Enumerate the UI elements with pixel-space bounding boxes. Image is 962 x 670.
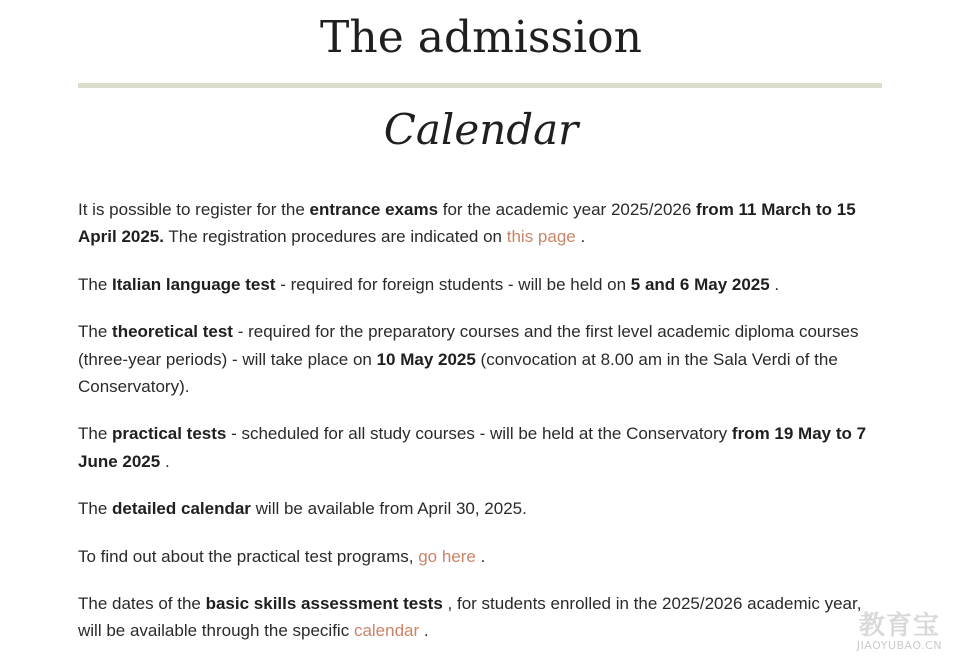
watermark-sub: JIAOYUBAO.CN xyxy=(856,639,942,652)
text: . xyxy=(160,451,170,471)
text: . xyxy=(419,621,429,641)
watermark-main: 教育宝 xyxy=(858,611,940,641)
bold-text: basic skills assessment tests xyxy=(205,594,443,614)
section-title: Calendar xyxy=(383,105,579,154)
paragraph-test-programs xyxy=(78,543,884,570)
text: - required for the preparatory courses and the first level academic diploma courses (three-year periods) - will take place on xyxy=(78,322,859,369)
text: - required for foreign students - will be held on xyxy=(275,274,631,294)
text: will be available from April 30, 2025. xyxy=(250,499,527,519)
bold-text: Italian language test xyxy=(112,274,276,294)
watermark-logo xyxy=(857,612,942,652)
text: The dates of the xyxy=(78,594,206,614)
text: . xyxy=(575,227,586,247)
text: The xyxy=(78,424,113,444)
this-page-link[interactable]: this page xyxy=(506,227,576,247)
bold-text: theoretical test xyxy=(112,322,233,342)
text: To find out about the practical test programs, xyxy=(78,546,419,566)
bold-text: practical tests xyxy=(112,424,227,444)
bold-text: from 11 March to 15 April 2025. xyxy=(78,200,856,247)
paragraph-theoretical-test xyxy=(78,318,884,400)
calendar-link[interactable]: calendar xyxy=(353,621,420,641)
bold-text: from 19 May to 7 June 2025 xyxy=(78,424,867,471)
text: The xyxy=(78,274,113,294)
bold-text: entrance exams xyxy=(309,200,439,219)
paragraph-detailed-calendar xyxy=(78,495,884,522)
text: The xyxy=(78,322,113,342)
text: The xyxy=(78,499,113,519)
paragraph-registration xyxy=(78,196,884,251)
text: . xyxy=(769,274,780,294)
paragraph-italian-test xyxy=(78,271,884,298)
text: . xyxy=(475,546,486,566)
paragraph-basic-skills xyxy=(78,590,884,645)
text: - scheduled for all study courses - will be held at the Conservatory xyxy=(226,424,732,444)
text: , for students enrolled in the 2025/2026 academic year, will be available through the specific xyxy=(78,594,862,641)
paragraph-practical-tests xyxy=(78,420,884,475)
bold-text: 10 May 2025 xyxy=(376,349,476,369)
text: The registration procedures are indicated on xyxy=(164,227,507,247)
text: for the academic year 2025/2026 xyxy=(438,200,697,219)
text: (convocation at 8.00 am in the Sala Verdi of the Conservatory). xyxy=(78,349,838,397)
admission-content xyxy=(78,196,884,665)
title-divider xyxy=(78,83,882,88)
bold-text: 5 and 6 May 2025 xyxy=(630,274,770,294)
go-here-link[interactable]: go here xyxy=(418,546,476,566)
page-title: The admission xyxy=(320,12,642,63)
text: It is possible to register for the xyxy=(78,200,310,219)
bold-text: detailed calendar xyxy=(112,499,251,519)
